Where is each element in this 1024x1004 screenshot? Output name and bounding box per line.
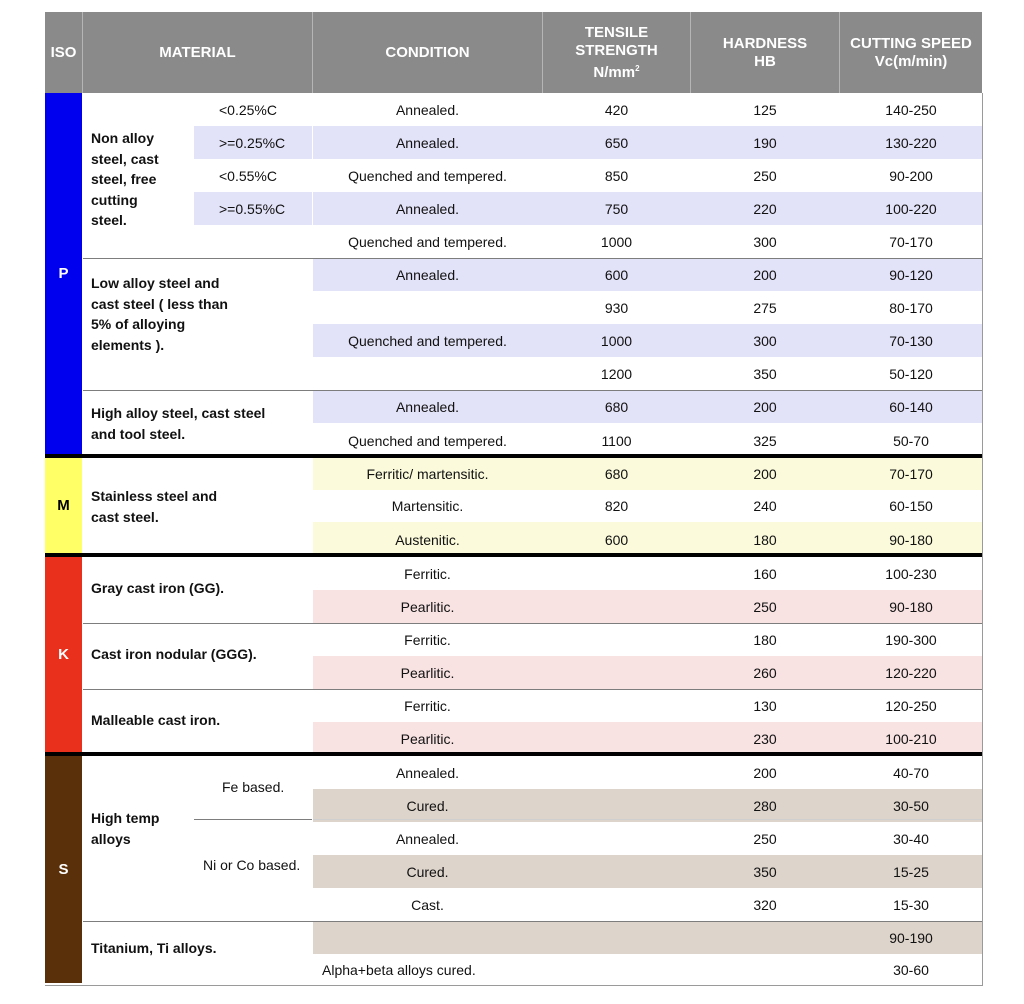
condition-cell xyxy=(313,291,542,324)
hardness-cell: 200 xyxy=(753,266,777,283)
condition-cell: Martensitic. xyxy=(391,498,464,514)
hardness-cell: 300 xyxy=(753,233,777,250)
header-hardness-line1: HARDNESS xyxy=(722,34,808,52)
condition-cell: Pearlitic. xyxy=(400,664,455,681)
row-separator xyxy=(83,258,982,259)
group-separator xyxy=(45,553,982,557)
row-separator xyxy=(83,623,982,624)
header-divider xyxy=(542,12,543,93)
tensile-cell: 750 xyxy=(604,200,629,217)
hardness-cell: 320 xyxy=(753,896,777,913)
submaterial-base: Ni or Co based. xyxy=(203,856,301,873)
speed-cell: 120-250 xyxy=(885,697,937,714)
hardness-cell xyxy=(691,921,839,954)
condition-cell: Austenitic. xyxy=(395,531,460,548)
condition-cell xyxy=(313,921,542,954)
header-tensile-line2: STRENGTH xyxy=(575,41,658,59)
tensile-cell xyxy=(543,689,690,722)
hardness-cell xyxy=(691,954,839,986)
header-divider xyxy=(312,12,313,93)
tensile-cell: 850 xyxy=(604,167,629,184)
tensile-cell: 600 xyxy=(604,531,629,548)
table-border xyxy=(982,93,983,986)
tensile-cell xyxy=(543,557,690,590)
tensile-cell xyxy=(543,756,690,789)
hardness-cell: 200 xyxy=(753,398,777,415)
condition-cell: Ferritic. xyxy=(404,565,451,582)
tensile-cell xyxy=(543,590,690,623)
material-name: Gray cast iron (GG). xyxy=(91,580,225,596)
speed-cell: 30-60 xyxy=(893,962,929,978)
group-separator xyxy=(45,454,982,458)
tensile-cell xyxy=(543,954,690,986)
condition-cell: Pearlitic. xyxy=(400,731,455,747)
hardness-cell: 250 xyxy=(753,830,777,847)
hardness-cell: 260 xyxy=(753,664,777,681)
iso-group-s: S xyxy=(45,756,82,983)
tensile-cell: 600 xyxy=(604,266,629,283)
row-separator xyxy=(83,390,982,391)
tensile-cell: 930 xyxy=(604,299,629,316)
speed-cell: 70-130 xyxy=(889,332,933,349)
condition-cell: Ferritic. xyxy=(404,697,451,714)
header-tensile-unit xyxy=(593,60,639,82)
material-name: Cast iron nodular (GGG). xyxy=(91,646,257,662)
material-name: Low alloy steel and cast steel ( less than 5% of alloying elements ). xyxy=(91,275,228,353)
speed-cell: 90-180 xyxy=(889,531,933,548)
tensile-cell xyxy=(543,789,690,822)
row-separator xyxy=(83,921,982,922)
row-separator xyxy=(313,819,982,820)
material-name: High alloy steel, cast steel and tool steel. xyxy=(91,405,266,442)
condition-cell: Pearlitic. xyxy=(400,598,455,615)
condition-cell: Quenched and tempered. xyxy=(348,233,507,250)
row-separator xyxy=(194,819,312,820)
header-iso: ISO xyxy=(45,12,82,93)
hardness-cell: 180 xyxy=(753,631,777,648)
header-divider xyxy=(690,12,691,93)
tensile-cell: 1000 xyxy=(600,332,633,349)
tensile-cell xyxy=(543,656,690,689)
tensile-cell xyxy=(543,722,690,756)
tensile-cell: 650 xyxy=(604,134,629,151)
speed-cell: 40-70 xyxy=(893,764,929,781)
condition-cell: Cured. xyxy=(406,797,449,814)
tensile-cell: 1100 xyxy=(601,432,632,449)
tensile-cell: 1000 xyxy=(600,233,633,250)
header-tensile xyxy=(543,12,690,93)
group-separator xyxy=(45,752,982,756)
condition-cell: Quenched and tempered. xyxy=(348,432,507,449)
condition-cell: Annealed. xyxy=(395,134,460,151)
speed-cell: 100-210 xyxy=(885,731,937,747)
hardness-cell: 280 xyxy=(753,797,777,814)
material-name: High temp alloys xyxy=(91,810,160,847)
header-speed-line2: Vc(m/min) xyxy=(874,52,948,70)
speed-cell: 140-250 xyxy=(885,101,937,118)
condition-cell: Cured. xyxy=(406,863,449,880)
condition-cell xyxy=(313,357,542,390)
speed-cell: 15-25 xyxy=(893,863,929,880)
speed-cell: 100-230 xyxy=(885,565,937,582)
tensile-cell: 680 xyxy=(604,398,629,415)
hardness-cell: 160 xyxy=(753,565,777,582)
tensile-cell xyxy=(543,623,690,656)
tensile-cell xyxy=(543,921,690,954)
header-tensile-sup: 2 xyxy=(635,63,640,73)
material-name: Malleable cast iron. xyxy=(91,712,221,728)
tensile-cell: 1200 xyxy=(600,365,633,382)
hardness-cell: 230 xyxy=(753,731,777,747)
header-condition: CONDITION xyxy=(313,12,542,93)
condition-cell: Quenched and tempered. xyxy=(348,332,507,349)
hardness-cell: 220 xyxy=(753,200,777,217)
speed-cell: 60-140 xyxy=(889,398,933,415)
material-name: Titanium, Ti alloys. xyxy=(91,940,217,956)
speed-cell: 60-150 xyxy=(889,498,933,514)
condition-cell: Annealed. xyxy=(395,398,460,415)
hardness-cell: 180 xyxy=(753,531,777,548)
speed-cell: 50-120 xyxy=(889,365,933,382)
speed-cell: 15-30 xyxy=(893,896,929,913)
hardness-cell: 190 xyxy=(753,134,777,151)
submaterial-carbon: <0.25%C xyxy=(219,101,277,118)
header-tensile-line1: TENSILE xyxy=(584,23,649,41)
condition-cell: Annealed. xyxy=(395,200,460,217)
condition-cell: Quenched and tempered. xyxy=(348,167,507,184)
speed-cell: 90-190 xyxy=(889,929,933,946)
header-divider xyxy=(839,12,840,93)
condition-cell: Ferritic. xyxy=(404,631,451,648)
condition-cell: Annealed. xyxy=(395,266,460,283)
condition-cell: Ferritic/ martensitic. xyxy=(366,466,489,482)
hardness-cell: 130 xyxy=(753,697,777,714)
submaterial-base: Fe based. xyxy=(222,778,285,795)
material-name: Non alloy steel, cast steel, free cutting steel. xyxy=(91,130,159,228)
hardness-cell: 275 xyxy=(753,299,777,316)
header-divider xyxy=(82,12,83,93)
tensile-cell xyxy=(543,855,690,888)
hardness-cell: 350 xyxy=(753,863,777,880)
header-speed xyxy=(840,12,982,93)
condition-cell: Alpha+beta alloys cured. xyxy=(322,962,476,978)
speed-cell: 90-120 xyxy=(889,266,933,283)
material-name: Stainless steel and cast steel. xyxy=(91,488,218,525)
header-material: MATERIAL xyxy=(83,12,312,93)
tensile-cell xyxy=(543,888,690,921)
speed-cell: 120-220 xyxy=(885,664,937,681)
speed-cell: 30-50 xyxy=(893,797,929,814)
iso-group-p: P xyxy=(45,93,82,454)
speed-cell: 90-180 xyxy=(889,598,933,615)
hardness-cell: 300 xyxy=(753,332,777,349)
hardness-cell: 250 xyxy=(753,598,777,615)
speed-cell: 90-200 xyxy=(889,167,933,184)
tensile-cell: 680 xyxy=(604,466,629,482)
speed-cell: 70-170 xyxy=(889,466,933,482)
speed-cell: 30-40 xyxy=(893,830,929,847)
condition-cell: Annealed. xyxy=(395,764,460,781)
hardness-cell: 250 xyxy=(753,167,777,184)
table-border xyxy=(45,985,983,986)
speed-cell: 70-170 xyxy=(889,233,933,250)
tensile-cell xyxy=(543,822,690,855)
condition-cell: Annealed. xyxy=(395,101,460,118)
header-speed-line1: CUTTING SPEED xyxy=(850,34,972,52)
condition-cell: Annealed. xyxy=(395,830,460,847)
speed-cell: 100-220 xyxy=(885,200,937,217)
tensile-cell: 420 xyxy=(604,101,629,118)
submaterial-carbon: >=0.55%C xyxy=(194,192,312,225)
speed-cell: 190-300 xyxy=(885,631,937,648)
hardness-cell: 200 xyxy=(753,466,777,482)
hardness-cell: 125 xyxy=(753,101,777,118)
header-tensile-line3: N/mm xyxy=(593,63,636,81)
speed-cell: 130-220 xyxy=(885,134,937,151)
hardness-cell: 240 xyxy=(753,498,777,514)
speed-cell: 80-170 xyxy=(889,299,933,316)
submaterial-carbon: >=0.25%C xyxy=(194,126,312,159)
row-separator xyxy=(83,689,982,690)
hardness-cell: 200 xyxy=(753,764,777,781)
header-hardness-line2: HB xyxy=(754,52,776,70)
iso-group-k: K xyxy=(45,557,82,752)
submaterial-carbon: <0.55%C xyxy=(219,167,277,184)
tensile-cell: 820 xyxy=(604,498,629,514)
hardness-cell: 325 xyxy=(753,432,777,449)
hardness-cell: 350 xyxy=(753,365,777,382)
condition-cell: Cast. xyxy=(411,896,444,913)
iso-group-m: M xyxy=(45,458,82,553)
speed-cell: 50-70 xyxy=(893,432,929,449)
header-hardness xyxy=(691,12,839,93)
